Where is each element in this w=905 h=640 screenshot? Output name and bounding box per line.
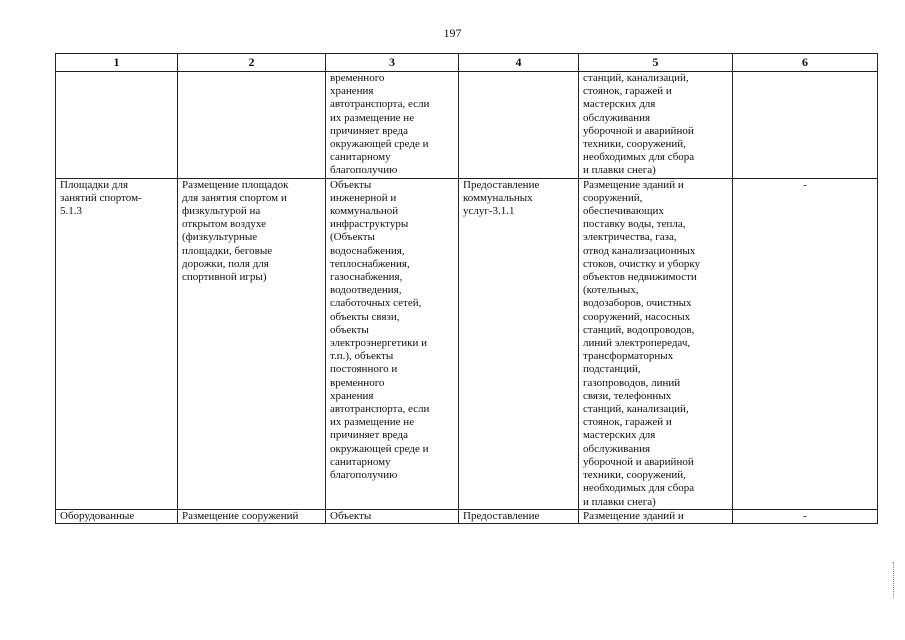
table-cell: Предоставление коммунальных услуг-3.1.1 [459,178,579,509]
table-cell: станций, канализаций, стоянок, гаражей и мастерских для обслуживания уборочной и аварийной техники, сооружений, необходимых для сбора и плавки снега) [579,72,733,179]
table-cell [56,72,178,179]
table-cell: Размещение площадок для занятия спортом и физкультурой на открытом воздухе (физкультурные площадки, беговые дорожки, поля для спортивной игры) [178,178,326,509]
table-row [56,178,878,509]
table-cell: - [733,178,878,509]
document-table [55,53,878,524]
table-cell: - [733,509,878,523]
table-cell: Размещение сооружений [178,509,326,523]
column-header: 1 [56,54,178,72]
table-cell: Размещение зданий и сооружений, обеспечивающих поставку воды, тепла, электричества, газа, отвод канализационных стоков, очистку и уборку объектов недвижимости (котельных, водозаборов, очистных сооружений, насосных станций, водопроводов, линий электропередач, трансформаторных подстанций, газопроводов, линий связи, телефонных станций, канализаций, стоянок, гаражей и мастерских для обслуживания уборочной и аварийной техники, сооружений, необходимых для сбора и плавки снега) [579,178,733,509]
column-header: 4 [459,54,579,72]
table-cell: Оборудованные [56,509,178,523]
column-header: 3 [326,54,459,72]
table-cell [178,72,326,179]
table-cell [733,72,878,179]
table-cell: временного хранения автотранспорта, если их размещение не причиняет вреда окружающей среде и санитарному благополучию [326,72,459,179]
table-cell: Площадки для занятий спортом- 5.1.3 [56,178,178,509]
table-cell: Предоставление [459,509,579,523]
table-row [56,509,878,523]
scan-margin-mark [893,562,900,598]
table-cell: Размещение зданий и [579,509,733,523]
table-cell: Объекты инженерной и коммунальной инфраструктуры (Объекты водоснабжения, теплоснабжения, газоснабжения, водоотведения, слаботочных сетей, объекты связи, объекты электроэнергетики и т.п.), объекты постоянного и временного хранения автотранспорта, если их размещение не причиняет вреда окружающей среде и санитарному благополучию [326,178,459,509]
table-cell: Объекты [326,509,459,523]
table-cell [459,72,579,179]
table-row [56,72,878,179]
column-header: 6 [733,54,878,72]
column-header: 2 [178,54,326,72]
column-header: 5 [579,54,733,72]
page-number: 197 [443,26,462,40]
table-header-row [56,54,878,72]
